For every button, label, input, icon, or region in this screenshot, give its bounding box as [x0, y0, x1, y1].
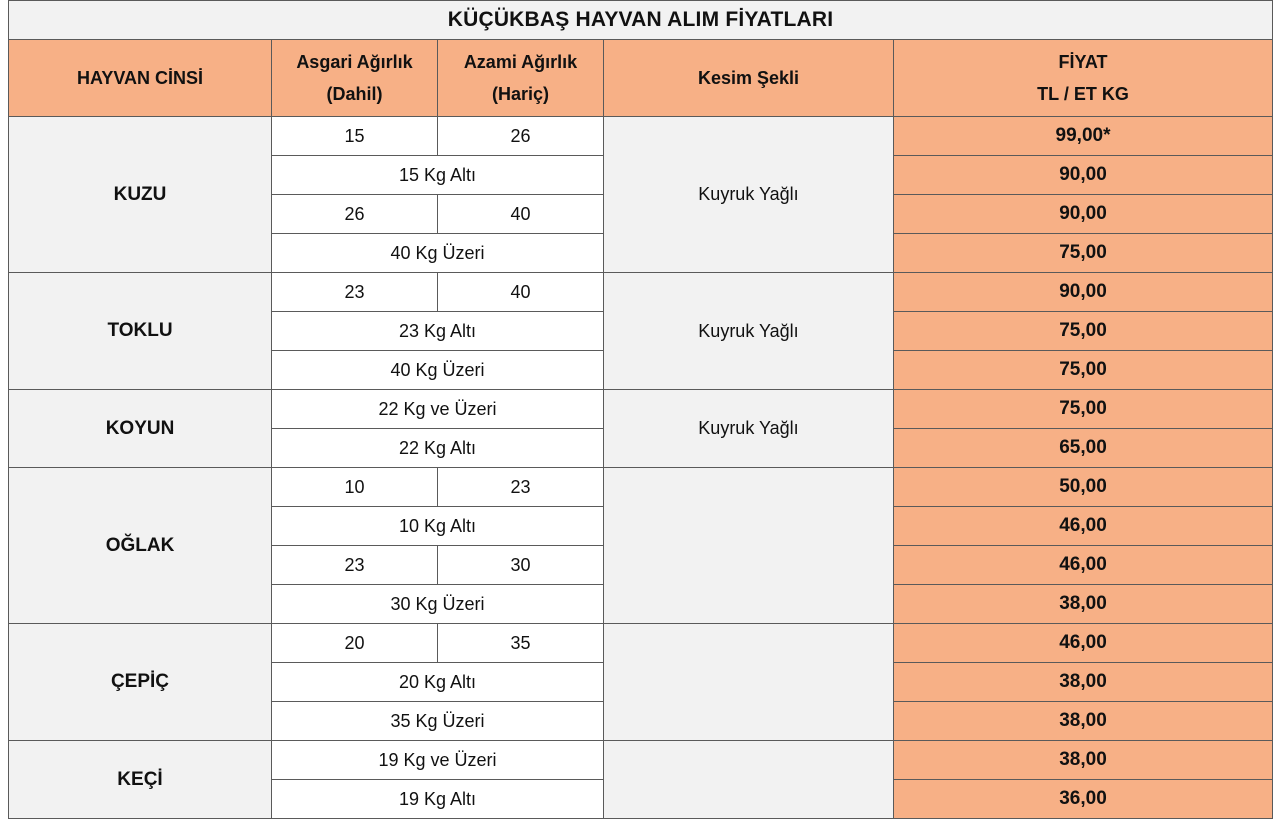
weight-range: 19 Kg Altı [272, 780, 604, 819]
animal-name: ÇEPİÇ [9, 624, 272, 741]
price-value: 65,00 [894, 429, 1273, 468]
weight-range: 10 Kg Altı [272, 507, 604, 546]
price-value: 50,00 [894, 468, 1273, 507]
price-value: 90,00 [894, 156, 1273, 195]
min-weight: 15 [272, 117, 438, 156]
price-value: 46,00 [894, 507, 1273, 546]
min-weight: 26 [272, 195, 438, 234]
weight-range: 19 Kg ve Üzeri [272, 741, 604, 780]
weight-range: 23 Kg Altı [272, 312, 604, 351]
price-value: 46,00 [894, 546, 1273, 585]
cut-type: Kuyruk Yağlı [604, 390, 894, 468]
price-value: 38,00 [894, 702, 1273, 741]
price-value: 75,00 [894, 351, 1273, 390]
weight-range: 35 Kg Üzeri [272, 702, 604, 741]
table-row [9, 273, 1273, 312]
max-weight: 23 [438, 468, 604, 507]
cut-type [604, 624, 894, 741]
header-price: FİYAT TL / ET KG [894, 40, 1273, 117]
min-weight: 23 [272, 273, 438, 312]
price-value: 36,00 [894, 780, 1273, 819]
header-cut: Kesim Şekli [604, 40, 894, 117]
weight-range: 20 Kg Altı [272, 663, 604, 702]
weight-range: 22 Kg ve Üzeri [272, 390, 604, 429]
table-row [9, 741, 1273, 780]
min-weight: 10 [272, 468, 438, 507]
weight-range: 30 Kg Üzeri [272, 585, 604, 624]
max-weight: 40 [438, 273, 604, 312]
weight-range: 40 Kg Üzeri [272, 234, 604, 273]
animal-name: OĞLAK [9, 468, 272, 624]
price-value: 90,00 [894, 273, 1273, 312]
animal-name: TOKLU [9, 273, 272, 390]
header-max-weight: Azami Ağırlık (Hariç) [438, 40, 604, 117]
price-value: 38,00 [894, 663, 1273, 702]
table-row [9, 468, 1273, 507]
table-row [9, 117, 1273, 156]
price-value: 46,00 [894, 624, 1273, 663]
header-min-weight: Asgari Ağırlık (Dahil) [272, 40, 438, 117]
price-value: 38,00 [894, 741, 1273, 780]
price-value: 75,00 [894, 390, 1273, 429]
header-row [9, 40, 1273, 117]
price-value: 75,00 [894, 312, 1273, 351]
min-weight: 23 [272, 546, 438, 585]
animal-name: KEÇİ [9, 741, 272, 819]
price-value: 75,00 [894, 234, 1273, 273]
weight-range: 40 Kg Üzeri [272, 351, 604, 390]
max-weight: 30 [438, 546, 604, 585]
animal-name: KOYUN [9, 390, 272, 468]
animal-name: KUZU [9, 117, 272, 273]
weight-range: 15 Kg Altı [272, 156, 604, 195]
table-row [9, 624, 1273, 663]
price-value: 90,00 [894, 195, 1273, 234]
max-weight: 35 [438, 624, 604, 663]
price-value: 38,00 [894, 585, 1273, 624]
min-weight: 20 [272, 624, 438, 663]
max-weight: 40 [438, 195, 604, 234]
price-value: 99,00* [894, 117, 1273, 156]
header-animal: HAYVAN CİNSİ [9, 40, 272, 117]
table-row [9, 390, 1273, 429]
cut-type: Kuyruk Yağlı [604, 273, 894, 390]
cut-type [604, 741, 894, 819]
table-title: KÜÇÜKBAŞ HAYVAN ALIM FİYATLARI [9, 1, 1273, 40]
cut-type [604, 468, 894, 624]
max-weight: 26 [438, 117, 604, 156]
weight-range: 22 Kg Altı [272, 429, 604, 468]
price-table [8, 0, 1273, 819]
cut-type: Kuyruk Yağlı [604, 117, 894, 273]
